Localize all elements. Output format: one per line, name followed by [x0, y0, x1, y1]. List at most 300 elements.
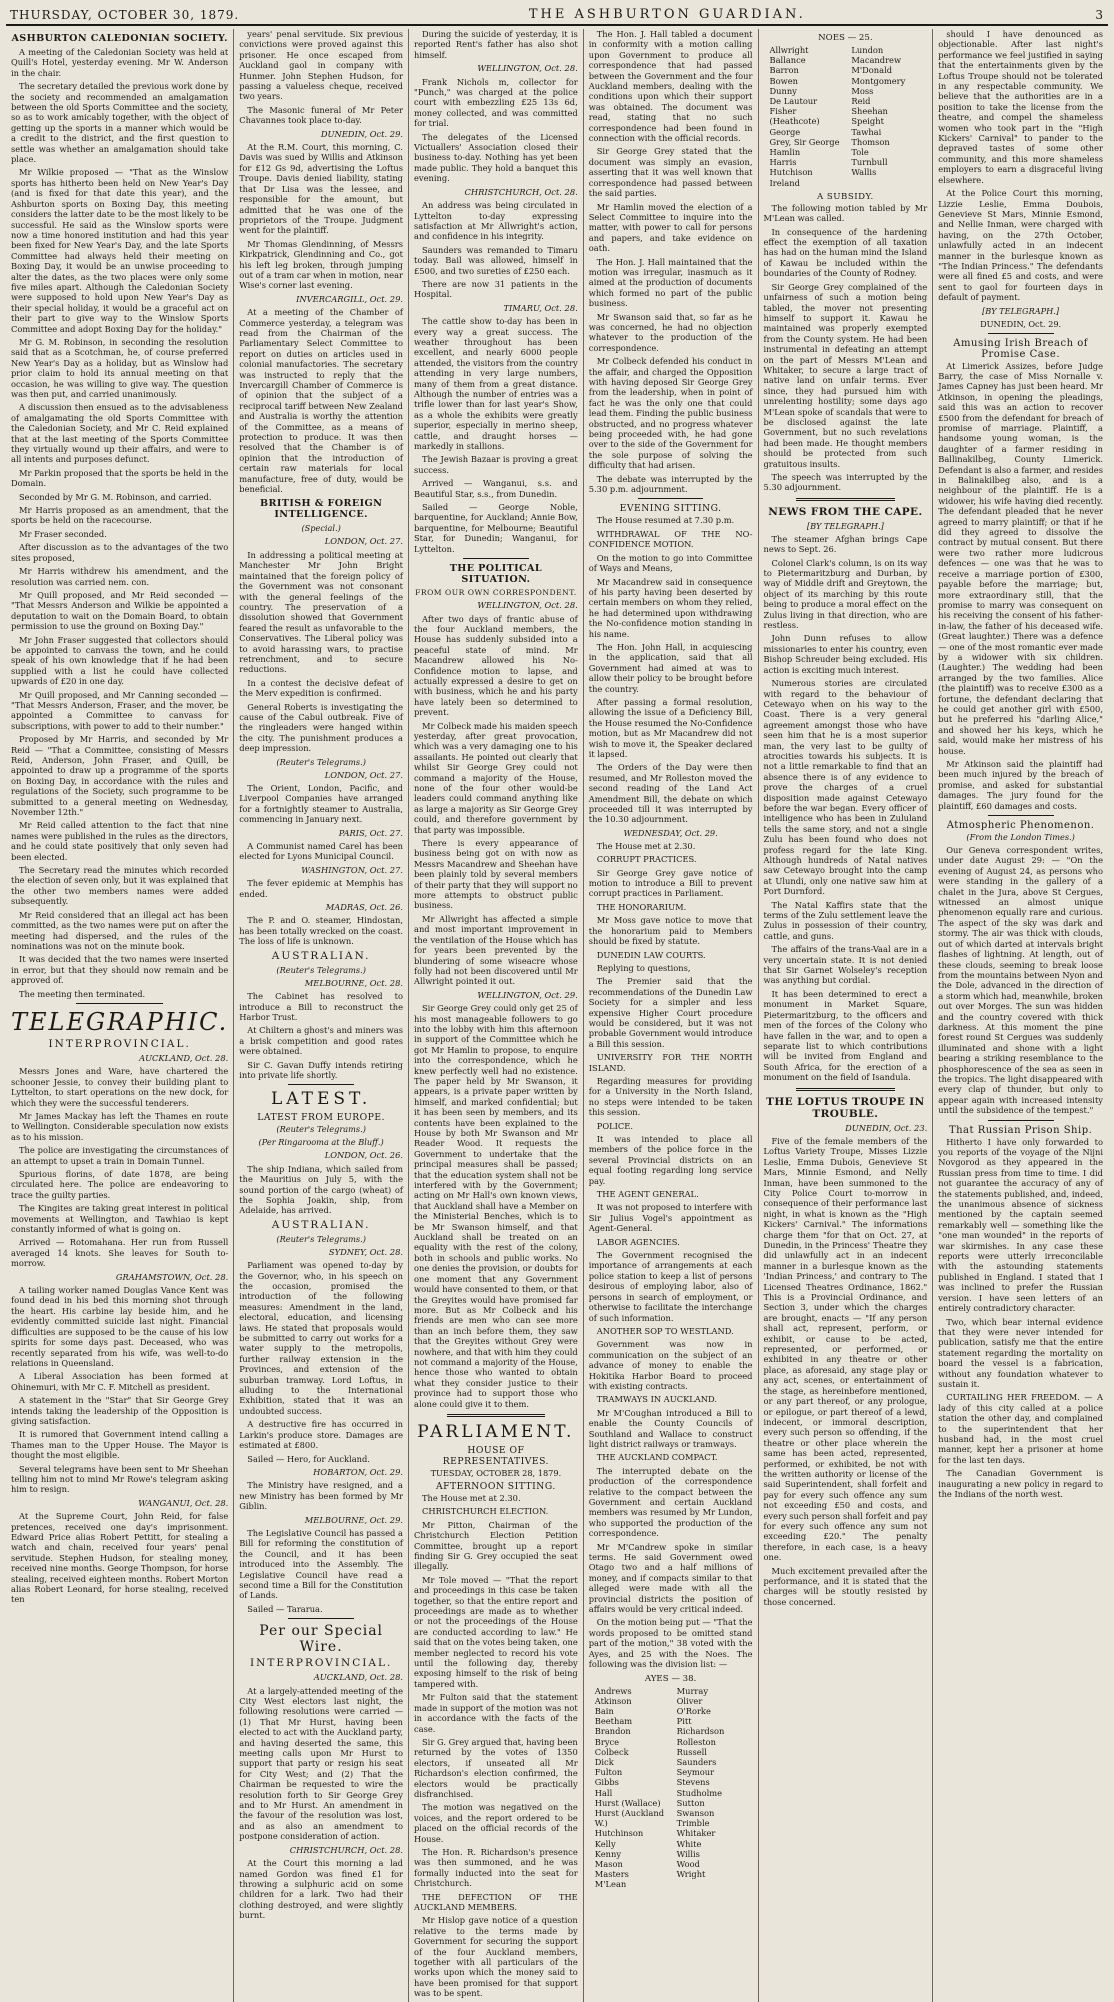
paragraph: Sailed — George Noble, barquentine, for Auckland; Annie Bow, barquentine, for Melbourne; Beautiful Star, for Dunedin; Wanganui, for Lyttelton. — [414, 502, 578, 554]
reuter-subhead-2: (Reuter's Telegrams.) — [276, 964, 366, 975]
political-article — [414, 600, 578, 1409]
house-headline: HOUSE OF REPRESENTATIVES. — [442, 1444, 549, 1467]
paragraph: At Limerick Assizes, before Judge Barry, the case of Miss Nornalle v. James Capney has just been heard. Mr Atkinson, in opening the pleadings, said this was an action to recover £500 from the defendant for breach of promise of marriage. Plaintiff, a handsome young woman, is the daughter of a farmer residing in Ballinakilbeg, County Limerick. Defendant is also a farmer, and resides in Balinakilbeg also, and is a neighbour of the plaintiff. He is a widower, his wife having died recently. The defendant pleaded that he never agreed to marry plaintiff; or that if he did they agreed to dissolve the contract by mutual consent. But there were two rather more ludicrous defences — one was that he was to receive a marriage portion of £300, payable before the marriage; but, more extraordinary still, that the promise to marry was consequent on his receiving the consent of his father-in-law, the father of his deceased wife. (Great laughter.) There was a defence — one of the most romantic ever made by a widower with six children. (Laughter.) The wedding had been arranged by the two families. Alice (the plaintiff) was to receive £300 as a fortune, the defendant declaring that he could get another girl with £500, but he preferred his "darling Alice," and showed her his keys, which he said, would make her mistress of his house. — [938, 360, 1103, 756]
loftus-article — [764, 1123, 928, 1608]
vote-column — [770, 45, 846, 188]
paragraph: In consequence of the hardening effect the exemption of all taxation has had on the human mind the Island of Kawau be included within the boundaries of the County of Rodney. — [763, 226, 928, 279]
member-name: Willis — [676, 1848, 700, 1859]
member-name: Wallis — [851, 167, 877, 178]
member-name: Allwright — [769, 45, 809, 55]
member-name: Hurst (Wallace) — [594, 1797, 661, 1808]
paragraph: CORRUPT PRACTICES. — [596, 854, 697, 865]
paragraph: Sailed — Tararua. — [247, 1603, 323, 1614]
latest-europe-headline: LATEST FROM EUROPE. — [257, 1112, 386, 1124]
paragraph: DUNEDIN LAW COURTS. — [596, 949, 706, 960]
paragraph: Mr Parkin proposed that the sports be held in the Domain. — [11, 467, 229, 489]
divider — [288, 1084, 353, 1085]
paragraph: Parliament was opened to-day by the Governor, who, in his speech on the occasion, promised the introduction of the following measures: Amendment in the land, electoral, education, and licensing laws. He stated that proposals would be submitted to carry out works for a water supply to the metropolis, further railway extension in the Provinces, and extension of the suburban tramway. Lord Loftus, in alluding to the International Exhibition, stated that it was an undoubted success. — [239, 1260, 403, 1416]
paragraph: Mr Thomas Glendinning, of Messrs Kirkpatrick, Glendinning and Co., got his left leg broken, through jumping out of a tram car when in motion, near Wise's corner last evening. — [239, 238, 403, 291]
latest-title: LATEST. — [270, 1089, 372, 1110]
paragraph: After discussion as to the advantages of the two sites proposed, — [11, 542, 229, 563]
australian-headline-2: AUSTRALIAN. — [271, 1218, 371, 1231]
russian-article — [938, 1137, 1103, 1500]
paragraph: CHRISTCHURCH ELECTION. — [422, 1506, 549, 1517]
member-name: Studholme — [676, 1787, 723, 1798]
evening-article — [589, 515, 753, 824]
reuter-subhead-4: (Reuter's Telegrams.) — [276, 1233, 366, 1244]
paragraph: The cattle show to-day has been in every way a great success. The weather throughout has been excellent, and nearly 6000 people attended, the visitors from the country attending in very large numbers, many of them from a great distance. Although the number of entries was a trifle lower than for last year's Show, as a whole the exhibits were greatly superior, especially in merino sheep, cattle, and draught horses — markedly in stallions. — [414, 316, 578, 452]
member-name: Hamlin — [769, 147, 801, 158]
paragraph: The House resumed at 7.30 p.m. — [596, 515, 735, 526]
paragraph: Colonel Clark's column, is on its way to Pietermaritzburg and Durban, by way of Middle drift and Greytown, the object of its marching by this route being to produce a moral effect on the Zulus living in that direction, who are restless. — [763, 557, 928, 631]
parliament-title: PARLIAMENT. — [417, 1421, 575, 1442]
paragraph: Much excitement prevailed after the performance, and it is stated that the charges will be stoutly resisted by those concerned. — [763, 1565, 928, 1607]
paragraph: The Kingites are taking great interest in political movements at Wellington, and Tawhiao is kept constantly informed of what is going on. — [11, 1203, 229, 1235]
paragraph: A discussion then ensued as to the advisableness of amalgamating the old Sports Committee with the Caledonian Society, and Mr C. Reid explained that at the last meeting of the Sports Committee they virtually wound up their affairs, and were to all intents and purposes defunct. — [11, 402, 229, 465]
noes-title: NOES — 25. — [818, 33, 873, 43]
paragraph: should I have denounced as objectionable. After last night's performance we feel justified in saying that the entertainments given by the Loftus Troupe should not be tolerated in any respectable community. We believe that the authorities are in a position to take the license from the theatre, and compel the shameless women who took part in the "High Kickers' Carnival" to pander to the depraved tastes of some other community, and this more shameless employers to earn a disgraceful living elsewhere. — [938, 29, 1103, 185]
special-subhead: (Special.) — [301, 523, 341, 534]
paragraph: HOBARTON, Oct. 29. — [313, 1466, 403, 1477]
paragraph: Mr Colbeck defended his conduct in the affair, and charged the Opposition with having deposed Sir George Grey from the leadership, when in point of fact he was the only one that could lead them. Finding the public business obstructed, and no progress whatever being proceeded with, he had gone over to the side of the Government for the sole purpose of solving the difficulty that had arisen. — [588, 356, 753, 471]
paragraph: General Roberts is investigating the cause of the Cabul outbreak. Five of the ringleaders were hanged within the city. The punishment produces a deep impression. — [239, 701, 403, 754]
paragraph: Mr Reid considered that an illegal act has been committed, as the two names were put on after the meeting had dispersed, and the rules of the nominations was not on the minute book. — [11, 909, 229, 951]
paragraph: Regarding measures for providing for a University in the North Island, no steps were intended to be taken this session. — [588, 1075, 753, 1118]
paragraph: A destructive fire has occurred in Larkin's produce store. Damages are estimated at £800. — [239, 1419, 403, 1451]
paragraph: THE AUCKLAND COMPACT. — [596, 1452, 718, 1463]
paragraph: Mr James Mackay has left the Thames en route to Wellington. Considerable speculation now exists as to his mission. — [11, 1110, 229, 1142]
paragraph: UNIVERSITY FOR THE NORTH ISLAND. — [588, 1052, 753, 1073]
paragraph: A tailing worker named Douglas Vance Kent was found dead in his bed this morning shot through the heart. His carbine lay beside him, and he evidently committed suicide last night. Financial difficulties are supposed to be the cause of his low spirits for some days past. Deceased, who was recently separated from his wife, was well-to-do relations in Queensland. — [11, 1285, 229, 1368]
paragraph: It was decided that the two names were inserted in error, but that they should now remain and be approved of. — [11, 954, 229, 986]
paragraph: It was not proposed to interfere with Sir Julius Vogel's appointment as Agent-General. — [588, 1202, 753, 1234]
paragraph: Mr Allwright has affected a simple and most important improvement in the ventilation of the House which has for years been prevented by the blundering of some wiseacre whose folly had not been discovered until Mr Allwright pointed it out. — [414, 913, 578, 987]
paragraph: A statement in the "Star" that Sir George Grey intends taking the leadership of the Opposition is giving satisfaction. — [11, 1395, 229, 1426]
irish-breach-headline: Amusing Irish Breach of Promise Case. — [953, 337, 1088, 360]
paragraph: GRAHAMSTOWN, Oct. 28. — [115, 1271, 229, 1282]
paragraph: The Hon. J. Hall maintained that the motion was irregular, inasmuch as it aimed at the production of documents which formed no part of the public business. — [588, 256, 753, 309]
paragraph: Proposed by Mr Harris, and seconded by Mr Reid — "That a Committee, consisting of Messrs Reid, Anderson, John Fraser, and Quill, be appointed to draw up a programme of the sports on Boxing Day, in accordance with the rules and regulations of the Society, such programme to be submitted to a general meeting on Wednesday, November 12th." — [11, 734, 229, 818]
atmospheric-headline: Atmospheric Phenomenon. — [946, 820, 1095, 832]
paragraph: The Natal Kaffirs state that the terms of the Zulu settlement leave the Zulus in possession of their country, cattle, and guns. — [763, 899, 928, 941]
paragraph: After passing a formal resolution, allowing the issue of a Deficiency Bill, the House resumed the No-Confidence motion, but as Mr Macandrew did not wish to move it, the Speaker declared it lapsed. — [588, 696, 753, 759]
paragraph: Sir George Grey complained of the unfairness of such a motion being tabled, the mover not presenting himself to support it. Kawau he maintained was properly exempted from the County system. He had been instrumental in defeating an attempt on the part of Messrs M'Lean and Whitaker, to secure a large tract of native land on unfair terms. Ever since, they had pursued him with unrelenting hostility; some days ago M'Lean spoke of scandals that were to be disclosed against the late Government, but no such revelations had been made. He thought members should be protected from such gratuitous insults. — [763, 281, 928, 469]
paragraph: The Premier said that the recommendations of the Dunedin Law Society for a simpler and less expensive Higher Court procedure would be considered, but it was not probable Government would introduce a Bill this session. — [588, 976, 753, 1049]
australian-article-1 — [239, 978, 403, 1081]
paragraph: SYDNEY, Oct. 28. — [328, 1246, 403, 1257]
paragraph: At the R.M. Court, this morning, C. Davis was sued by Willis and Atkinson for £12 Gs 9d, advertising the Loftus Troupe. Davis denied liability, stating that Dr Lisa was the lessee, and responsible for the amount, but admitted that he was one of the proprietors of the Troupe. Judgment went for the plaintiff. — [239, 142, 403, 236]
paragraph: Messrs Jones and Ware, have chartered the schooner Jessie, to convey their building plant to Lyttelton, to start operations on the new dock, for which they were the successful tenderers. — [11, 1066, 229, 1108]
paragraph: John Dunn refuses to allow missionaries to enter his country, even Bishop Schreuder being excluded. His action is exciting much interest. — [763, 633, 928, 675]
paragraph: The motion was negatived on the voices, and the report ordered to be placed on the official records of the House. — [414, 1802, 578, 1844]
paragraph: A Liberal Association has been formed at Ohinemuri, with Mr C. F. Mitchell as president. — [11, 1371, 229, 1392]
subsidy-article — [764, 203, 928, 493]
interprovincial-article — [11, 1053, 228, 1605]
subsidy-headline: A SUBSIDY. — [816, 191, 874, 202]
member-name: Trimble — [676, 1818, 710, 1829]
paragraph: Sir George Grey could only get 25 of his most manageable followers to go into the lobby with him this afternoon in support of the Committee which he got Mr Hamlin to propose, to enquire into the correspondence, which he knew perfectly well had no existence. The paper held by Mr Swanson, it appears, is a private paper written by himself, and marked confidential; but it has been seen by members, and its contents have been explained to the House by both Mr Swanson and Mr Reader Wood. It requests the Government to undertake that the principal measures shall be passed; that the education system shall not be interfered with by the Government; acting on Mr Hall's own known views, that Auckland shall have a Member on the Ministerial Benches, which is to be Mr Swanson himself, and that Auckland shall be treated on an equality with the rest of the colony, both in schools and public works. No one denies the provision, or doubts for one moment that any Government would have consented to them, or that the Greyites would have promised far more. But as Mr Colbeck and his friends are men who can see more than an inch before them, they saw that the Greyites without Grey were nowhere, and that with him they could not command a majority of the House, hence those who wanted to obtain what they consider justice to their province had to support those who alone could give it to them. — [414, 1003, 578, 1409]
member-name: Pitt — [676, 1716, 692, 1727]
paragraph: The Secretary read the minutes which recorded the election of seven only, but it was explained that the other two members names were added subsequently. — [11, 865, 229, 907]
paragraph: THE AGENT GENERAL. — [596, 1189, 699, 1200]
paragraph: Five of the female members of the Loftus Variety Troupe, Misses Lizzie Leslie, Emma Dubois, Genevieve St Mars, Minnie Esmond, and Nelly Inman, have been summoned to the City Police Court to-morrow in consequence of their performance last night, in what is known as the "High Kickers' Carnival." The informations charge them "for that on Oct. 27, at Dunedin, in the Princess' Theatre they did unlawfully act in an indecent manner in a burlesque known as the 'Indian Princess,' and contrary to The Licensed Theatres Ordinance, 1862." This is a Provincial Ordinance, and Section 3, under which the charges are brought, enacts — "If any person shall act, represent, perform, or exhibit, or cause to be acted, represented, or performed, or exhibited in any theatre or other place, as aforesaid, any stage play or any act, scenes, or entertainment of the stage, as hereinbefore mentioned, or any part thereof, or any prologue, or epilogue, or part thereof of a lewd, indecent, or immoral description, every such person so offending, if the theatre or other place wherein the same has been acted, represented, performed, or exhibited, be not with the written authority or license of the said Superintendent, shall forfeit and pay for every such offence any sum not exceeding £50 and costs, and every such person shall forfeit and pay for every such offence any sum not exceeding £20." The penalty therefore, in each case, is a heavy one. — [763, 1135, 928, 1563]
paragraph: The Canadian Government is inaugurating a new policy in regard to the Indians of the north west. — [938, 1468, 1103, 1499]
column-1 — [6, 29, 234, 2002]
sitting-date: TUESDAY, OCTOBER 28, 1879. — [430, 1467, 562, 1478]
paragraph: Numerous stories are circulated with regard to the behaviour of Cetewayo when on his way to the Coast. There is a very general agreement amongst those who have seen him that he is a most superior man, the very last to be guilty of atrocities towards his subjects. It is not a little remarkable to find that an absence there is of any evidence to prove the charges of a cruel disposition made against Cetewayo before the war began. Every officer of intelligence who has been in Zululand tells the same story, and not a single Zulu has been found who does not profess regard for the late King. Although hundreds of Natal natives saw Cetewayo brought into the camp at Ulundi, only one native saw him at Port Durnford. — [763, 678, 928, 897]
member-name: Wood — [676, 1858, 700, 1869]
cape-article — [764, 534, 928, 1083]
paragraph: Mr Hamlin moved the election of a Select Committee to inquire into the matter, with power to call for persons and papers, and take evidence on oath. — [588, 201, 753, 254]
special-wire-title: Per our Special Wire. — [259, 1623, 384, 1656]
divider — [796, 1088, 894, 1091]
times-subhead: (From the London Times.) — [966, 832, 1075, 843]
member-name: Wright — [676, 1869, 706, 1880]
paragraph: There are now 31 patients in the Hospital. — [414, 278, 578, 300]
member-name: Moss — [851, 85, 874, 96]
russian-prison-headline: That Russian Prison Ship. — [948, 1124, 1093, 1136]
paragraph: Two, which bear internal evidence that they were never intended for publication, satisfy me that the entire statement regarding the mortality on board the vessel is a fabrication, without any foundation whatever to sustain it. — [938, 1316, 1103, 1389]
paragraph: The Jewish Bazaar is proving a great success. — [414, 454, 578, 475]
member-name: Turnbull — [851, 157, 888, 168]
paragraph: The Legislative Council has passed a Bill for reforming the constitution of the Council, and it has been introduced into the Assembly. The Legislative Council have read a second time a Bill for the Constitution of Lands. — [239, 1527, 403, 1601]
member-name: Dick — [594, 1756, 614, 1767]
caledonian-article — [11, 47, 228, 999]
parliament-article — [414, 1493, 578, 1999]
paragraph: It has been determined to erect a monument in Market Square, Pietermaritzburg, to the officers and men of the forces of the Colony who have fallen in the war, and to open a separate list to which contributions will be invited from England and South Africa, for the erection of a monument on the field of Isandula. — [763, 988, 928, 1083]
paragraph: The ship Indiana, which sailed from the Mauritius on July 5, with the sound portion of the cargo (wheat) of the Sophia Joakin, ship, from Adelaide, has arrived. — [239, 1163, 403, 1216]
paragraph: The meeting then terminated. — [19, 988, 146, 999]
ayes-title: AYES — 38. — [644, 1673, 697, 1684]
paragraph: The affairs of the trans-Vaal are in a very uncertain state. It is not denied that Sir Garnet Wolseley's reception was anything but cordial. — [763, 944, 928, 986]
paragraph: The House met at 2.30. — [596, 840, 696, 851]
member-name: Russell — [676, 1746, 707, 1757]
member-name: Harris — [769, 157, 797, 168]
ayes-list — [595, 1686, 753, 1890]
paragraph: The Masonic funeral of Mr Peter Chavannes took place to-day. — [239, 104, 403, 126]
member-name: Bryce — [594, 1736, 620, 1747]
paragraph: Several telegrams have been sent to Mr Sheehan telling him not to mind Mr Rowe's telegram asking him to resign. — [11, 1463, 229, 1495]
reuter-subhead-3: (Reuter's Telegrams.) — [276, 1124, 366, 1135]
column-4 — [584, 29, 759, 2002]
paragraph: The Hon. J. Hall tabled a document in conformity with a motion calling upon Government to produce all correspondence that had passed between the Government and the four Auckland members, dealing with the conditions upon which their support was obtained. The document was read, stating that no such correspondence had been found in connection with the official records. — [588, 29, 753, 144]
paragraph: Sir C. Gavan Duffy intends retiring into private life shortly. — [239, 1059, 403, 1080]
telegrams-article — [414, 29, 578, 554]
paragraph: After two days of frantic abuse of the four Auckland members, the House has suddenly subsided into a peaceful state of mind. Mr Macandrew allowed his No-Confidence motion to lapse, and actually expressed a desire to get on with business, which he and his party have lately been so determined to prevent. — [414, 613, 578, 718]
australian-article-2 — [239, 1247, 403, 1614]
paragraph: Mr Colbeck made his maiden speech yesterday, after great provocation, which was a very damaging one to his assailants. He pointed out clearly that whilst Sir George Grey could not command a majority of the House, none of the four other would-be leaders could command anything like as large a majority as Sir George Grey could, and therefore government by that party was impossible. — [414, 720, 578, 835]
member-name: Reid — [851, 96, 871, 107]
member-name: Grey, Sir George — [769, 136, 840, 147]
paragraph: Arrived — Wanganui, s.s. and Beautiful Star, s.s., from Dunedin. — [414, 478, 578, 499]
member-name: Dunny — [769, 85, 797, 96]
paragraph: Sailed — Hero, for Auckland. — [247, 1453, 370, 1464]
paragraph: WELLINGTON, Oct. 28. — [477, 600, 578, 611]
paragraph: INVERCARGILL, Oct. 29. — [296, 293, 403, 304]
paragraph: A meeting of the Caledonian Society was held at Quill's Hotel, yesterday evening. Mr W. Anderson in the chair. — [11, 47, 229, 78]
paragraph: years' penal servitude. Six previous convictions were proved against this prisoner. He once escaped from Auckland gaol in company with Hunmer. John Stephen Hudson, for passing a valueless cheque, received two years. — [239, 29, 403, 102]
paragraph: Mr Harris withdrew his amendment, and the resolution was carried nem. con. — [11, 566, 229, 587]
paragraph: The interrupted debate on the production of the correspondence relative to the compact between the Government and certain Auckland members was resumed by Mr Lundon, who supported the production of the correspondence. — [588, 1465, 753, 1539]
paragraph: It was intended to place all members of the police force in the several Provincial districts on an equal footing regarding long service pay. — [588, 1134, 753, 1186]
paragraph: PARIS, Oct. 27. — [338, 827, 403, 838]
member-name: Tawhai — [851, 126, 882, 137]
divider — [988, 815, 1054, 816]
paragraph: Mr John Fraser suggested that collectors should be appointed to canvass the town, and he could speak of his own knowledge that if he had been supplied with a list he could have collected upwards of £20 in one day. — [11, 634, 229, 687]
divider — [988, 1120, 1054, 1121]
paragraph: WELLINGTON, Oct. 29. — [477, 989, 578, 1000]
paragraph: DUNEDIN, Oct. 23. — [845, 1122, 928, 1133]
member-name: Whitaker — [676, 1828, 716, 1839]
divider — [447, 1414, 545, 1417]
paragraph: Sir George Grey gave notice of motion to introduce a Bill to prevent corrupt practices in Parliament. — [588, 867, 753, 899]
paragraph: The secretary detailed the previous work done by the society and recommended an amalgamation between the old Sports Committee and the society, so as to work amicably together, with the object of getting up the sports in a manner which would be a credit to the district, and the first question to settle was whether an amalgamation should take place. — [11, 81, 229, 165]
member-name: Saunders — [676, 1756, 717, 1767]
paragraph: WANGANUI, Oct. 28. — [138, 1497, 229, 1508]
evening-sitting-headline: EVENING SITTING. — [619, 503, 722, 515]
paragraph: During the suicide of yesterday, it is reported Rent's father has also shot himself. — [414, 29, 578, 60]
member-name: Gibbs — [594, 1777, 619, 1788]
paragraph: LONDON, Oct. 27. — [324, 769, 403, 780]
paragraph: Government was now in communication on the subject of an advance of money to enable the Hokitika Harbor Board to proceed with existing contracts. — [588, 1339, 753, 1391]
member-name: Mason — [594, 1858, 623, 1869]
member-name: Rolleston — [676, 1736, 717, 1747]
member-name: Bain — [594, 1705, 614, 1716]
paragraph: Spurious florins, of date 1878, are being circulated here. The police are endeavoring to trace the guilty parties. — [11, 1169, 229, 1200]
member-name: Beetham — [594, 1716, 633, 1727]
paragraph: In a contest the decisive defeat of the Merv expedition is confirmed. — [239, 677, 403, 699]
paragraph: Mr Harris proposed as an amendment, that the sports be held on the racecourse. — [11, 505, 229, 526]
paragraph: MADRAS, Oct. 26. — [325, 902, 403, 913]
british-foreign-headline: BRITISH & FOREIGN INTELLIGENCE. — [260, 498, 383, 521]
paragraph: Seconded by Mr G. M. Robinson, and carried. — [19, 491, 212, 502]
paragraph: Our Geneva correspondent writes, under date August 29: — "On the evening of August 24, as persons who were standing in the gallery of a chalet in the Jura, above St Cergues, witnessed an almost unique phenomenon equally rare and curious. The aspect of the sky was dark and stormy. The air was thick with clouds, out of which darted at intervals bright flashes of lightning. At length, out of these clouds, seeming to break loose from the mountains between Nyon and the Dole, advanced in the direction of a storm which had, meanwhile, broken out over Morges. The sun was hidden and the country covered with thick darkness. At this moment the pine forest round St Cergues was suddenly illuminated and shone with a light bearing a striking resemblance to the phosphorescence of the sea as seen in the tropics. The light disappeared with every clap of thunder, but only to appear again with increased intensity until the subsidence of the tempest." — [938, 845, 1103, 1116]
afternoon-sitting-headline: AFTERNOON SITTING. — [435, 1480, 556, 1492]
paragraph: Arrived — Rotomahana. Her run from Russell averaged 14 knots. She leaves for South to-morrow. — [11, 1237, 229, 1269]
paragraph: Mr Macandrew said in consequence of his party having been deserted by certain members on whom they relied, he had determined upon withdrawing the No-confidence motion standing in his name. — [588, 576, 753, 639]
paragraph: Mr Wilkie proposed — "That as the Winslow sports has hitherto been held on New Year's Day (and is fixed for that date this year), and the Ashburton sports on Boxing Day, this meeting considers the latter date to be the most likely to be successful. He said as the Winslow sports were now a time honored institution and had this year been fixed for New Year's Day, and the late Sports Committee had always held their meeting on Boxing Day, it would be an unwise proceeding to alter the dates, as the two places were only some five miles apart. Although the Caledonian Society were supposed to hold upon New Year's Day as their special holiday, it would be a graceful act on their part to give way to the Winslow Sports Committee and adopt Boxing Day for the holiday." — [11, 167, 229, 334]
paragraph: The speech was interrupted by the 5.30 adjournment. — [763, 472, 928, 493]
member-name: White — [676, 1838, 702, 1849]
news-cape-headline: NEWS FROM THE CAPE. — [768, 505, 923, 518]
member-name: Hurst (Auckland W.) — [594, 1807, 665, 1829]
newspaper-title: THE ASHBURTON GUARDIAN. — [528, 7, 806, 22]
paragraph: Mr Atkinson said the plaintiff had been much injured by the breach of promise, and asked for substantial damages. The jury found for the plaintiff, £60 damages and costs. — [938, 759, 1103, 811]
member-name: Lundon — [851, 45, 884, 55]
special-wire-article — [239, 1672, 403, 1920]
member-name: Atkinson — [594, 1695, 632, 1706]
member-name: Hutchinson — [594, 1828, 644, 1839]
member-name: Kelly — [594, 1838, 616, 1849]
masthead — [6, 4, 1108, 26]
paragraph: A Communist named Carel has been elected for Lyons Municipal Council. — [239, 841, 403, 862]
british-article — [239, 536, 403, 753]
dunedin-dateline: DUNEDIN, Oct. 29. — [980, 318, 1062, 329]
paragraph: At the Police Court this morning, Lizzie Leslie, Emma Doubois, Genevieve St Mars, Minnie Esmond, and Nellie Inman, were charged with having, on the 27th October, unlawfully acted in an indecent manner in the burlesque known as "The Indian Princess." The defendants were all fined £5 and costs, and were sent to gaol for fourteen days in default of payment. — [938, 188, 1103, 303]
paragraph: The debate was interrupted by the 5.30 p.m. adjournment. — [588, 473, 753, 495]
paragraph: CHRISTCHURCH, Oct. 28. — [464, 186, 578, 197]
paragraph: THE HONORARIUM. — [596, 901, 687, 912]
paragraph: The police are investigating the circumstances of an attempt to upset a train in Domain Tunnel. — [11, 1145, 229, 1166]
member-name: Ballance — [769, 55, 806, 66]
member-name: Murray — [676, 1685, 709, 1696]
paragraph: At a meeting of the Chamber of Commerce yesterday, a telegram was read from the Chairman of the Parliamentary Select Committee to report on duties on articles used in colonial manufactories. The secretary was instructed to reply that the Invercargill Chamber of Commerce is of opinion that the subject of a reciprocal tariff between New Zealand and Australia is worthy the attention of the Committee, as a means of protection to produce. It was then resolved that the Chamber is of opinion that the introduction of certain raw materials for local manufacture, free of duty, would be beneficial. — [239, 307, 403, 495]
vote-column — [595, 1686, 671, 1890]
paragraph: The fever epidemic at Memphis has ended. — [239, 878, 403, 899]
paragraph: The following motion tabled by Mr M'Lean was called. — [763, 202, 928, 224]
paragraph: Sir G. Grey argued that, having been returned by the votes of 1350 electors, if unseated all Mr Richardson's election confirmed, the electors would be practically disfranchised. — [414, 1736, 578, 1799]
vote-column — [851, 45, 927, 188]
atmospheric-article — [938, 845, 1103, 1116]
paragraph: POLICE. — [596, 1120, 633, 1131]
paragraph: Frank Nichols m, collector for "Punch," was charged at the police court with embezzling £25 13s 6d, money collected, and was committed for trial. — [414, 76, 578, 129]
columns — [6, 29, 1108, 1999]
divider — [463, 558, 529, 559]
paragraph: LABOR AGENCIES. — [596, 1236, 680, 1247]
loftus-continued — [938, 29, 1103, 303]
interprovincial-title-2: INTERPROVINCIAL. — [249, 1657, 393, 1670]
member-name: Macandrew — [851, 55, 902, 66]
paragraph: At the Supreme Court, John Reid, for false pretences, received one day's imprisonment. Edward Price alias Robert Pettitt, for stealing a watch and chain, received four years' penal servitude. Stephen Hudson, for stealing money, received nine months. George Thompson, for horse stealing, received eighteen months. Robert Morton alias Robert Leonard, for horse stealing, received ten — [11, 1511, 229, 1605]
paragraph: The Orders of the Day were then resumed, and Mr Rolleston moved the second reading of the Land Act Amendment Bill, the debate on which proceeded till it was interrupted by the 10.30 adjournment. — [588, 762, 753, 825]
member-name: O'Rorke — [676, 1705, 711, 1716]
paragraph: Mr Quill proposed, and Mr Canning seconded — "That Messrs Anderson, Fraser, and the mover, be appointed a Committee to canvass for subscriptions, with power to add to their number." — [11, 689, 229, 731]
paragraph: Hitherto I have only forwarded to you reports of the voyage of the Nijni Novgorod as they appeared in the Russian press from time to time. I did not guarantee the accuracy of any of the statements published, and, indeed, the unanimous absence of sickness mentioned by the captain seemed remarkably well — something like the "one man wounded" in the reports of war skirmishes. In any case these reports were utterly irreconcilable with the astounding statements published in England. I stated that I was inclined to prefer the Russian version. I have seen letters of an entirely contradictory character. — [938, 1136, 1103, 1314]
member-name: Ireland — [769, 177, 800, 188]
telegraphic-title: TELEGRAPHIC. — [11, 1007, 229, 1036]
paragraph: There is every appearance of business being got on with now as Messrs Macandrew and Sheehan have been plainly told by several members of their party that they will support no more attempts to obstruct public business. — [414, 838, 578, 911]
divider — [638, 498, 704, 499]
member-name: Colbeck — [594, 1746, 629, 1757]
paragraph: Mr M'Candrew spoke in similar terms. He said Government owed Otago two and a half millions of money, and if compacts similar to that alleged were made with all the provincial districts the position of affairs would be very critical indeed. — [588, 1541, 753, 1615]
paragraph: At Chiltern a ghost's and miners was a brisk competition and good rates were obtained. — [239, 1025, 403, 1057]
paragraph: Mr Hislop gave notice of a question relative to the terms made by Government for securing the support of the four Auckland members, together with all particulars of the works upon which the money said to have been promised for that support was to be spent. — [414, 1915, 578, 1999]
paragraph: Saunders was remanded to Timaru today. Bail was allowed, himself in £500, and two sureties of £250 each. — [414, 244, 578, 276]
paragraph: ANOTHER SOP TO WESTLAND. — [596, 1325, 734, 1336]
paragraph: Mr G. M. Robinson, in seconding the resolution said that as a Scotchman, he, of course preferred New Year's Day as a holiday, but as Winslow had prior claim to hold its annual meeting on that occasion, he was willing to give way. The question was then put, and carried unanimously. — [11, 336, 229, 399]
reuter-subhead: (Reuter's Telegrams.) — [276, 756, 366, 767]
paragraph: Mr M'Coughan introduced a Bill to enable the County Councils of Southland and Wallace to construct light district railways or tramways. — [588, 1407, 753, 1449]
loftus-headline: THE LOFTUS TROUPE IN TROUBLE. — [766, 1095, 925, 1120]
paragraph: MELBOURNE, Oct. 29. — [304, 1514, 403, 1525]
paragraph: It is rumored that Government intend calling a Thames man to the Upper House. The Mayor is thought the most eligible. — [11, 1429, 229, 1461]
divider — [76, 1003, 163, 1004]
paragraph: In addressing a political meeting at Manchester Mr John Bright maintained that the foreign policy of the Government was not consonant with the general feelings of the country. The preservation of a dissolution showed that Government feared the result as unfavorable to the Conservatives. The Liberal policy was to avoid harassing wars, to practise retrenchment, and to secure reductions. — [239, 549, 403, 675]
member-name: Hutchison — [769, 167, 813, 178]
member-name: Kenny — [594, 1848, 622, 1859]
member-name: Seymour — [676, 1767, 715, 1778]
paragraph: The Ministry have resigned, and a new Ministry has been formed by Mr Giblin. — [239, 1480, 403, 1512]
member-name: Oliver — [676, 1695, 703, 1706]
paragraph: Mr Moss gave notice to move that the honorarium paid to Members should be fixed by statute. — [588, 915, 753, 947]
paragraph: The delegates of the Licensed Victuallers' Association closed their business to-day. Nothing has yet been made public. They hold a banquet this evening. — [414, 131, 578, 184]
paragraph: On the motion to go into Committee of Ways and Means, — [588, 552, 753, 574]
paragraph: CURTAILING HER FREEDOM. — A lady of this city called at a police station the other day, and complained to the superintendent that her husband had, in the most cruel manner, kept her a prisoner at home for the last ten days. — [938, 1392, 1103, 1465]
paragraph: AUCKLAND, Oct. 28. — [139, 1052, 229, 1063]
court-article — [239, 29, 403, 494]
column-6 — [933, 29, 1108, 2002]
paragraph: At a largely-attended meeting of the City West electors last night, the following resolutions were carried — (1) That Mr Hurst, having been elected to act with the Auckland party, and having deserted the same, this meeting calls upon Mr Hurst to support that party or resign his seat for City West; and (2) That the Chairman be requested to wire the resolution forth to Sir George Grey and to Mr Hurst. An amendment in the favour of the resolution was lost, and as also an amendment to postpone consideration of action. — [239, 1685, 403, 1842]
divider — [288, 1618, 353, 1619]
paragraph: The House met at 2.30. — [422, 1492, 521, 1503]
paragraph: Mr Swanson said that, so far as he was concerned, he had no objection whatever to the production of the correspondence. — [588, 311, 753, 353]
member-name: Sheehan — [851, 106, 888, 117]
member-name: Barron — [769, 65, 799, 76]
page-number: 3 — [1095, 8, 1104, 22]
paragraph: Mr Quill proposed, and Mr Reid seconded — "That Messrs Anderson and Wilkie be appointed a deputation to wait on the Domain Board, to obtain permission to use the ground on Boxing Day." — [11, 589, 229, 632]
paragraph: The Cabinet has resolved to introduce a Bill to reconstruct the Harbor Trust. — [239, 991, 403, 1022]
member-name: Fisher (Heathcote) — [769, 106, 820, 127]
paragraph: CHRISTCHURCH, Oct. 28. — [289, 1844, 403, 1855]
paragraph: WELLINGTON, Oct. 28. — [477, 63, 578, 74]
divider — [796, 498, 894, 501]
paragraph: MELBOURNE, Oct. 28. — [304, 977, 403, 988]
paragraph: Mr Pitton, Chairman of the Christchurch Election Petition Committee, brought up a report finding Sir G. Grey occupied the seat illegally. — [414, 1519, 578, 1572]
paragraph: The steamer Afghan brings Cape news to Sept. 26. — [763, 533, 928, 555]
political-situation-headline: THE POLITICAL SITUATION. — [449, 563, 543, 586]
paragraph: DUNEDIN, Oct. 29. — [320, 128, 403, 139]
paragraph: The Hon. John Hall, in acquiescing in the application, said that all Government had aimed at was to allow their policy to be brought before the country. — [588, 641, 753, 694]
member-name: Stevens — [676, 1777, 710, 1788]
correspondent-subhead: FROM OUR OWN CORRESPONDENT. — [415, 588, 577, 598]
paragraph: WITHDRAWAL OF THE NO-CONFIDENCE MOTION. — [588, 528, 753, 550]
paragraph: An address was being circulated in Lyttelton to-day expressing satisfaction at Mr Allwright's action, and confidence in his integrity. — [414, 200, 578, 242]
paragraph: AUCKLAND, Oct. 28. — [313, 1672, 403, 1683]
paragraph: The Hon. R. Richardson's presence was then summoned, and he was formally inducted into the seat for Christchurch. — [414, 1846, 578, 1889]
member-name: Masters — [594, 1869, 629, 1880]
column-5 — [759, 29, 934, 2002]
member-name: Brandon — [594, 1726, 631, 1737]
member-name: Andrews — [594, 1685, 632, 1696]
noes-list — [770, 45, 928, 188]
paragraph: The Government recognised the importance of arrangements at each police station to keep a list of persons desirous of employing labor, also of persons in search of employment, or otherwise to facilitate the interchange of such information. — [588, 1250, 753, 1323]
wednesday-date: WEDNESDAY, Oct. 29. — [623, 827, 718, 838]
paragraph: LONDON, Oct. 26. — [324, 1150, 403, 1161]
member-name: M'Donald — [851, 65, 893, 76]
divider — [988, 333, 1054, 334]
column-3 — [409, 29, 584, 2002]
paragraph: Replying to questions, — [596, 962, 691, 973]
paragraph: Mr Tole moved — "That the report and proceedings in this case be taken together, so that the entire report and proceedings are made as to whether or not the proceedings of the House are conducted according to law." He said that on the votes being taken, one member neglected to record his vote until the following day, thereby exposing himself to the risk of being tampered with. — [414, 1574, 578, 1689]
column-2 — [234, 29, 409, 2002]
wednesday-article — [589, 841, 753, 1670]
irish-article — [938, 361, 1103, 811]
paragraph: The Orient, London, Pacific, and Liverpool Companies have arranged for a fortnightly steamer to Australia, commencing in January next. — [239, 783, 403, 825]
afternoon-article — [589, 29, 753, 494]
paragraph: TRAMWAYS IN AUCKLAND. — [596, 1394, 718, 1405]
latest-article — [239, 1150, 403, 1215]
member-name: Swanson — [676, 1807, 715, 1818]
member-name: Richardson — [676, 1726, 725, 1737]
member-name: Hall — [594, 1787, 613, 1798]
paragraph: WASHINGTON, Oct. 27. — [301, 864, 403, 875]
paragraph: THE DEFECTION OF THE AUCKLAND MEMBERS. — [414, 1891, 578, 1912]
member-name: Tole — [851, 147, 869, 158]
australian-headline-1: AUSTRALIAN. — [271, 949, 371, 962]
member-name: M'Lean — [594, 1879, 627, 1890]
member-name: Fulton — [594, 1767, 623, 1778]
paragraph: On the motion being put — "That the words proposed to be omitted stand part of the motion," 38 voted with the Ayes, and 25 with the Noes. The following was the division list: — — [588, 1617, 753, 1670]
member-name: Montgomery — [851, 75, 906, 86]
interprovincial-title: INTERPROVINCIAL. — [48, 1037, 191, 1050]
telegraph-subhead: [BY TELEGRAPH.] — [806, 520, 884, 531]
paragraph: Mr Reid called attention to the fact that nine names were published in the rules as the directors, and he could state positively that only seven had been elected. — [11, 820, 229, 862]
paragraph: TIMARU, Oct. 28. — [503, 302, 578, 313]
issue-date: THURSDAY, OCTOBER 30, 1879. — [10, 8, 240, 22]
member-name: Bowen — [769, 75, 798, 86]
member-name: George — [769, 126, 801, 137]
paragraph: Mr Fraser seconded. — [19, 528, 107, 539]
